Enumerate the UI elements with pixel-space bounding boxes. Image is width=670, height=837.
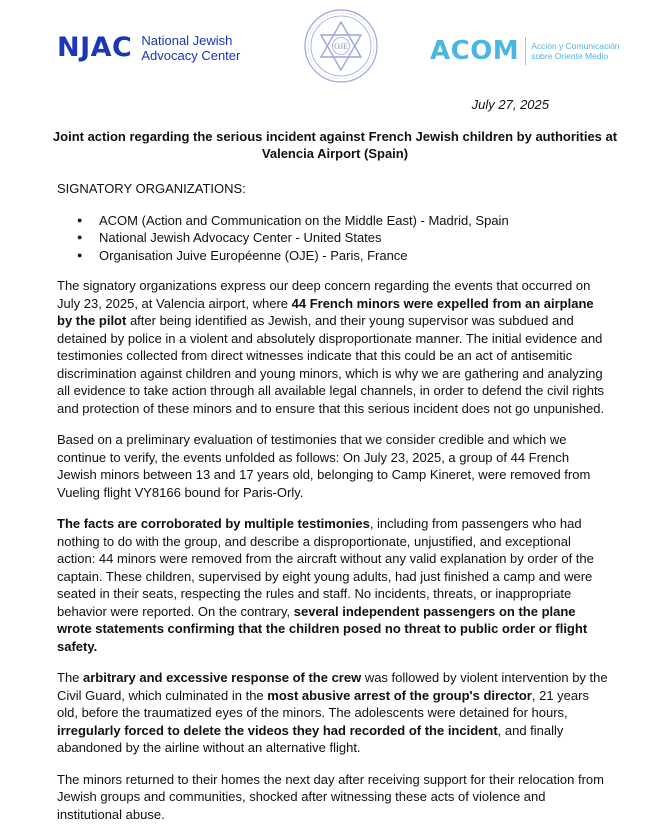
- signatories-list: [57, 212, 612, 265]
- njac-logo-mark: NJAC: [57, 32, 133, 63]
- acom-tagline-line1: Acción y Comunicación: [531, 41, 620, 51]
- text-run: The signatory organizations express our deep concern regarding the events that occurred on July 23, 2025, at Valencia airport, where: [57, 278, 591, 311]
- header-logos: [0, 0, 670, 95]
- acom-logo-tagline: [531, 41, 619, 61]
- text-run: The: [57, 670, 84, 685]
- acom-tagline-line2: sobre Oriente Medio: [531, 51, 609, 61]
- acom-logo-mark: ACOM: [430, 36, 520, 66]
- document-date: July 27, 2025: [471, 97, 549, 112]
- paragraph-concern: [57, 277, 612, 417]
- signatories-heading: SIGNATORY ORGANIZATIONS:: [57, 181, 246, 196]
- list-item: ● Organisation Juive Européenne (OJE) - Paris, France: [99, 247, 612, 265]
- njac-name-line2: Advocacy Center: [141, 47, 241, 63]
- acom-logo: [430, 36, 620, 66]
- oje-seal-text: OJE: [334, 42, 348, 51]
- acom-logo-divider: [525, 37, 526, 65]
- list-item: ● National Jewish Advocacy Center - United States: [99, 229, 612, 247]
- text-run: , and finally abandoned by the airline without an alternative flight.: [57, 722, 564, 755]
- bold-run: several independent passengers on the plane wrote statements confirming that the children posed no threat to public order or flight safety.: [57, 603, 588, 654]
- text-run: after being identified as Jewish, and their young supervisor was subdued and detained by police in a violent and absolutely disproportionate manner. The initial evidence and testimonies collected from direct witnesses indicate that this could be an act of antisemitic discrimination against children and young minors, which is why we are gathering and analyzing all evidence to take action through all available legal channels, in order to defend the civil rights and protection of these minors and to ensure that this serious incident does not go unpunished.: [57, 313, 605, 416]
- paragraph-return: The minors returned to their homes the next day after receiving support for their relocation from Jewish groups and communities, shocked after witnessing these acts of violence and institutional abuse.: [57, 771, 604, 822]
- paragraph-events: Based on a preliminary evaluation of testimonies that we consider credible and which we continue to verify, the events unfolded as follows: On July 23, 2025, a group of 44 French Jewish minors between 13 and 17 years old, belonging to Camp Kineret, were removed from Vueling flight VY8166 bound for Paris-Orly.: [57, 432, 591, 500]
- bold-run: The facts are corroborated by multiple testimonies: [57, 516, 370, 531]
- bold-run: most abusive arrest of the group's director: [267, 687, 532, 703]
- text-run: , 21 years old, before the traumatized eyes of the minors. The adolescents were detained for hours,: [57, 687, 589, 720]
- oje-seal-icon: [303, 8, 379, 84]
- njac-name-line1: National Jewish: [141, 32, 233, 48]
- bold-run: 44 French minors were expelled from an airplane by the pilot: [57, 295, 594, 328]
- bold-run: arbitrary and excessive response of the crew: [83, 670, 362, 685]
- text-run: was followed by violent intervention by the Civil Guard, which culminated in the: [57, 670, 608, 703]
- njac-logo: [57, 32, 240, 63]
- list-item: ● ACOM (Action and Communication on the Middle East) - Madrid, Spain: [99, 212, 612, 230]
- njac-logo-name: [141, 33, 240, 63]
- bold-run: irregularly forced to delete the videos they had recorded of the incident: [57, 722, 498, 738]
- document-title: Joint action regarding the serious incident against French Jewish children by authorities at Valencia Airport (Spain): [52, 129, 618, 161]
- text-run: , including from passengers who had nothing to do with the group, and describe a disproportionate, unjustified, and exceptional action: 44 minors were removed from the aircraft without any valid explanation by order of the captain. These children, supervised by eight young adults, had just finished a camp and were seated in their seats, respecting the rules and staff. No incidents, threats, or inappropriate behavior were reported. On the contrary,: [57, 516, 594, 619]
- paragraph-crew-response: [57, 669, 612, 757]
- paragraph-testimonies: [57, 515, 612, 655]
- document-body: [57, 180, 612, 837]
